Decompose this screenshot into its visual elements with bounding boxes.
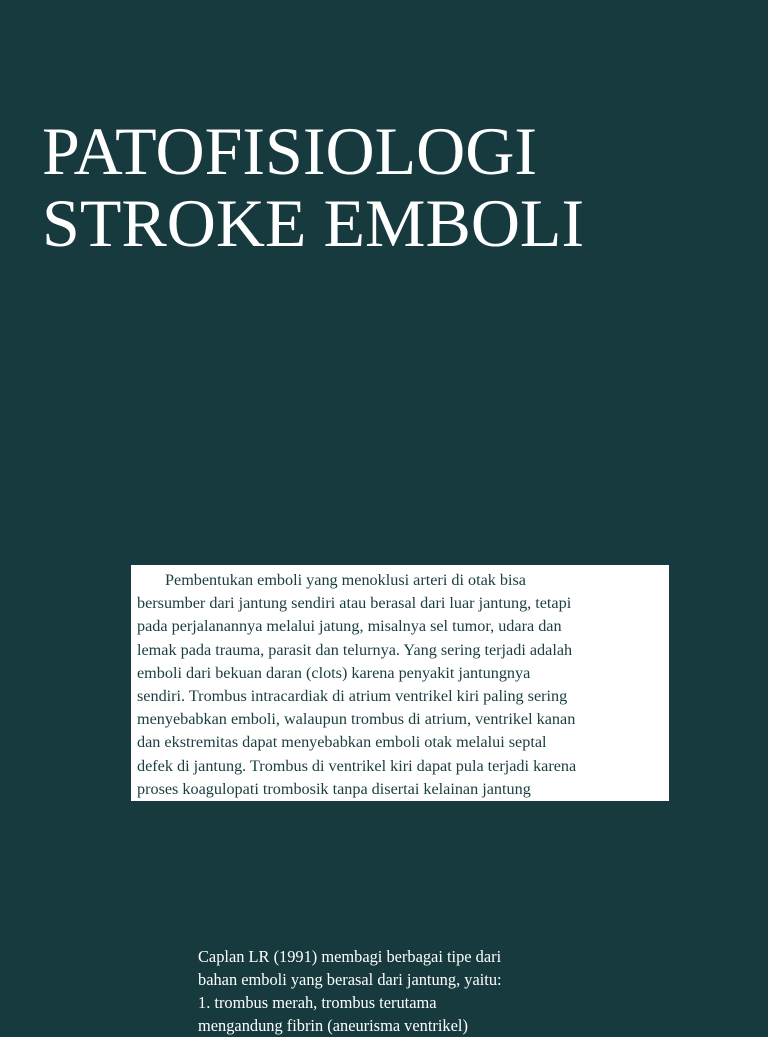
caplan-text-line: bahan emboli yang berasal dari jantung, yaitu: xyxy=(198,970,502,989)
slide-title-line-2: STROKE EMBOLI xyxy=(42,185,585,261)
text-box-line: lemak pada trauma, parasit dan telurnya. Yang sering terjadi adalah xyxy=(137,640,573,659)
text-box-line: defek di jantung. Trombus di ventrikel kiri dapat pula terjadi karena xyxy=(137,756,577,775)
text-box-pembentukan-emboli xyxy=(131,565,669,801)
text-box-line: emboli dari bekuan daran (clots) karena penyakit jantungnya xyxy=(137,663,531,682)
text-box-line: sendiri. Trombus intracardiak di atrium ventrikel kiri paling sering xyxy=(137,687,568,706)
slide-title xyxy=(42,115,742,259)
text-box-line: menyebabkan emboli, walaupun trombus di atrium, ventrikel kanan xyxy=(137,710,576,729)
text-box-line: pada perjalanannya melalui jatung, misalnya sel tumor, udara dan xyxy=(137,617,562,636)
caplan-text-line: Caplan LR (1991) membagi berbagai tipe dari xyxy=(198,947,502,966)
caplan-text-line: mengandung fibrin (aneurisma ventrikel) xyxy=(198,1016,468,1035)
caplan-text-line: 1. trombus merah, trombus terutama xyxy=(198,993,437,1012)
text-box-line: dan ekstremitas dapat menyebabkan emboli otak melalui septal xyxy=(137,733,547,752)
slide-title-line-1: PATOFISIOLOGI xyxy=(42,113,537,189)
caplan-text-block xyxy=(198,945,618,1037)
text-box-line: bersumber dari jantung sendiri atau berasal dari luar jantung, tetapi xyxy=(137,594,572,613)
text-box-line: proses koagulopati trombosik tanpa disertai kelainan jantung xyxy=(137,779,531,798)
text-box-line: Pembentukan emboli yang menoklusi arteri di otak bisa xyxy=(165,571,526,589)
